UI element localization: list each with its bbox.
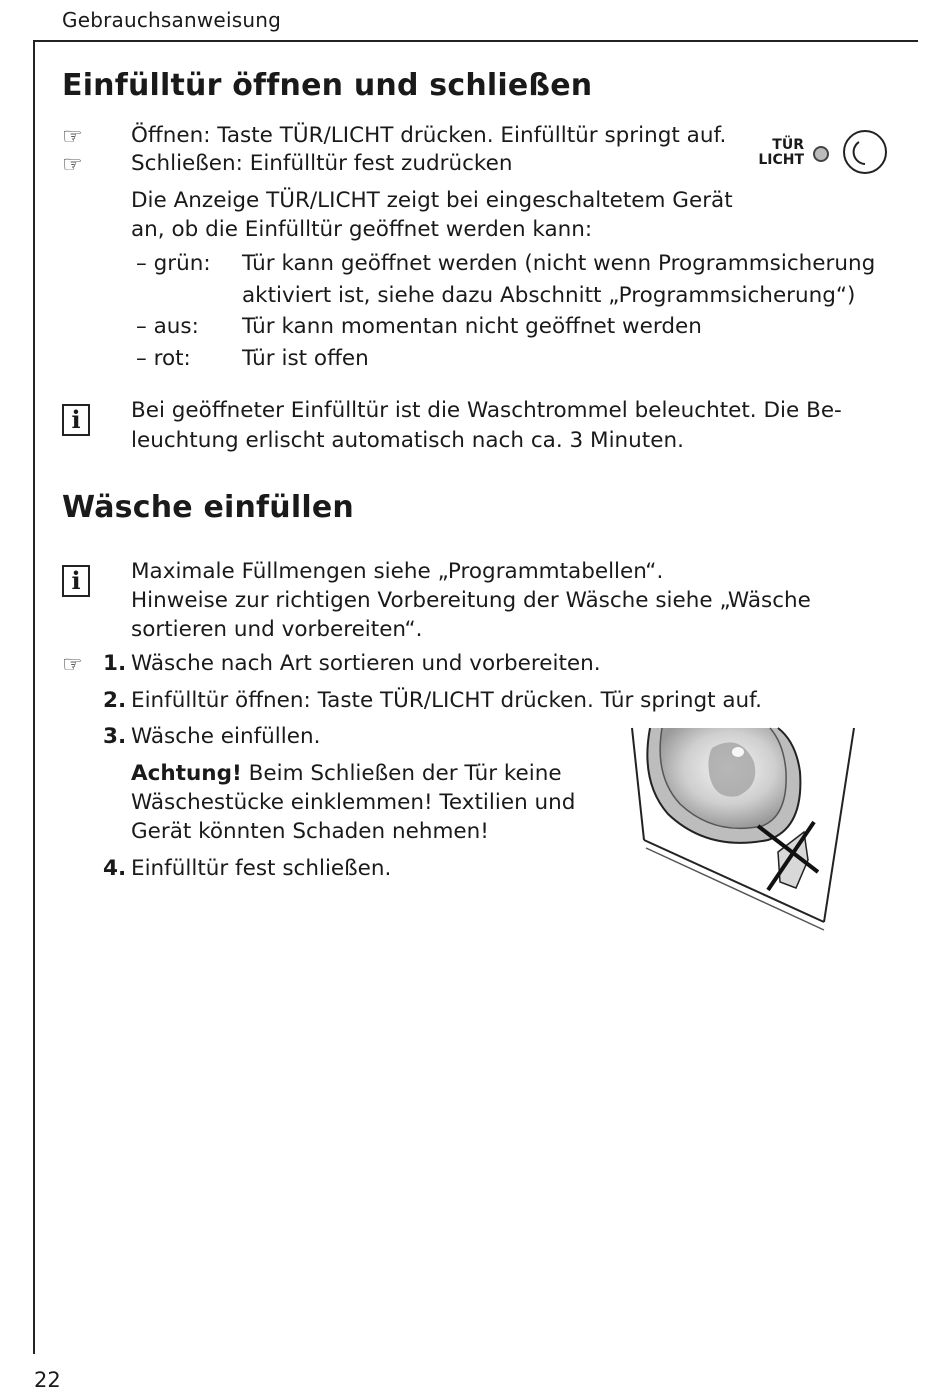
pointing-hand-icon: ☞ [62, 124, 83, 150]
running-header: Gebrauchsanweisung [62, 8, 281, 32]
door-release-button-icon [843, 130, 887, 174]
warning-text-1: Beim Schließen der Tür keine [241, 761, 562, 786]
pointing-hand-icon: ☞ [62, 152, 83, 178]
step-load-laundry: Wäsche einfüllen. [131, 724, 321, 749]
header-rule [33, 40, 918, 42]
step-close-door: Schließen: Einfülltür fest zudrücken [131, 151, 513, 176]
warning-line-2: Wäschestücke einklemmen! Textilien und [131, 790, 576, 815]
state-key-off: – aus: [136, 314, 199, 339]
washing-machine-door-illustration [628, 722, 860, 932]
info-light-line-1: Bei geöffneter Einfülltür ist die Waschtrommel beleuchtet. Die Be- [131, 398, 842, 423]
margin-rule [33, 40, 35, 1354]
step-open-door-2: Einfülltür öffnen: Taste TÜR/LICHT drücken. Tür springt auf. [131, 688, 763, 713]
step-open-door: Öffnen: Taste TÜR/LICHT drücken. Einfülltür springt auf. [131, 123, 727, 148]
step-number: 2. [103, 688, 127, 713]
section-title-door: Einfülltür öffnen und schließen [62, 68, 593, 103]
info-icon: i [62, 565, 90, 597]
door-indicator-light [813, 146, 829, 162]
info-load-line-2: Hinweise zur richtigen Vorbereitung der Wäsche siehe „Wäsche [131, 588, 811, 613]
warning-label: Achtung! [131, 761, 242, 786]
warning-line-1 [131, 759, 562, 789]
state-text-off: Tür kann momentan nicht geöffnet werden [242, 314, 702, 339]
info-load-line-1: Maximale Füllmengen siehe „Programmtabellen“. [131, 559, 664, 584]
step-number: 4. [103, 856, 127, 881]
pointing-hand-icon: ☞ [62, 652, 83, 678]
warning-line-3: Gerät könnten Schaden nehmen! [131, 819, 489, 844]
intro-line-1: Die Anzeige TÜR/LICHT zeigt bei eingeschaltetem Gerät [131, 188, 733, 213]
state-text-green-1: Tür kann geöffnet werden (nicht wenn Programmsicherung [242, 251, 876, 276]
info-icon: i [62, 404, 90, 436]
section-title-loading: Wäsche einfüllen [62, 490, 354, 525]
step-number: 3. [103, 724, 127, 749]
intro-line-2: an, ob die Einfülltür geöffnet werden kann: [131, 217, 593, 242]
state-text-green-2: aktiviert ist, siehe dazu Abschnitt „Programmsicherung“) [242, 283, 856, 308]
step-close-door-2: Einfülltür fest schließen. [131, 856, 392, 881]
info-load-line-3: sortieren und vorbereiten“. [131, 617, 423, 642]
state-key-green: – grün: [136, 251, 211, 276]
step-sort-laundry: Wäsche nach Art sortieren und vorbereiten. [131, 651, 601, 676]
state-key-red: – rot: [136, 346, 191, 371]
info-light-line-2: leuchtung erlischt automatisch nach ca. 3 Minuten. [131, 428, 684, 453]
door-light-label-line2: LICHT [758, 152, 804, 168]
page-number: 22 [34, 1368, 61, 1392]
door-light-label-line1: TÜR [772, 137, 804, 153]
step-number: 1. [103, 651, 127, 676]
state-text-red: Tür ist offen [242, 346, 369, 371]
door-light-label [754, 138, 804, 168]
